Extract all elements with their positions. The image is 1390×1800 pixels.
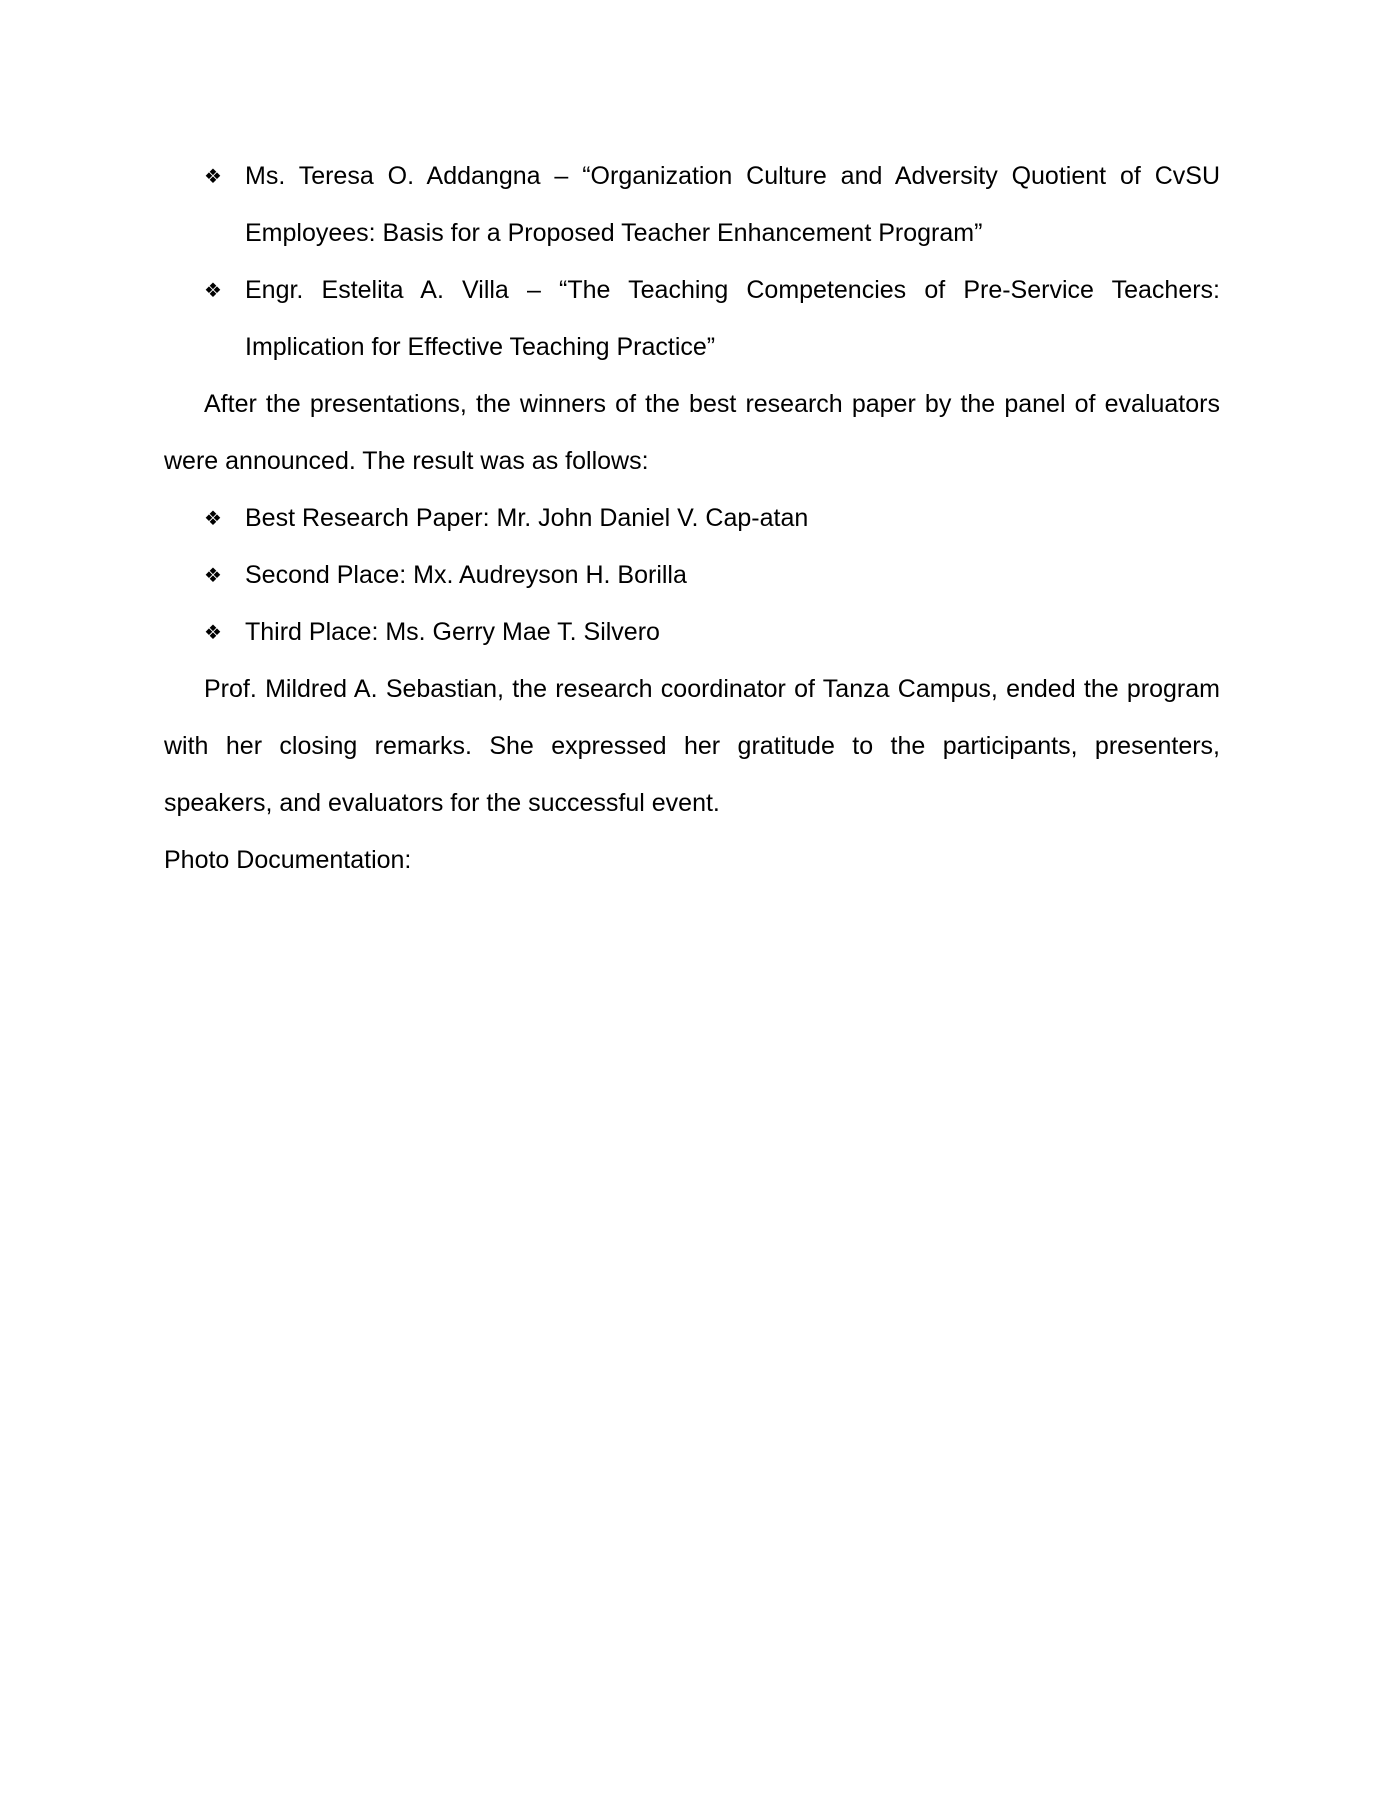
diamond-bullet-icon: ❖ [204,506,222,530]
result-list-item [164,547,1220,604]
presenter-list-item [164,148,1220,262]
result-list-item [164,604,1220,661]
closing-paragraph: Prof. Mildred A. Sebastian, the research coordinator of Tanza Campus, ended the program with her closing remarks. She expressed her gratitude to the participants, presenters, speakers, and evaluators for the successful event. [164,675,1220,817]
presenter-text: Ms. Teresa O. Addangna – “Organization Culture and Adversity Quotient of CvSU Employees: Basis for a Proposed Teacher Enhancement Program” [245,162,1220,247]
diamond-bullet-icon: ❖ [204,620,222,644]
photo-documentation-heading: Photo Documentation: [164,846,412,874]
results-intro-paragraph: After the presentations, the winners of the best research paper by the panel of evaluators were announced. The result was as follows: [164,390,1220,475]
result-text: Best Research Paper: Mr. John Daniel V. Cap-atan [245,504,809,532]
diamond-bullet-icon: ❖ [204,164,222,188]
diamond-bullet-icon: ❖ [204,563,222,587]
diamond-bullet-icon: ❖ [204,278,222,302]
document-body [164,148,1220,889]
result-text: Third Place: Ms. Gerry Mae T. Silvero [245,618,660,646]
result-text: Second Place: Mx. Audreyson H. Borilla [245,561,687,589]
presenter-text: Engr. Estelita A. Villa – “The Teaching Competencies of Pre-Service Teachers: Implication for Effective Teaching Practice” [245,276,1220,361]
result-list-item [164,490,1220,547]
presenter-list-item [164,262,1220,376]
